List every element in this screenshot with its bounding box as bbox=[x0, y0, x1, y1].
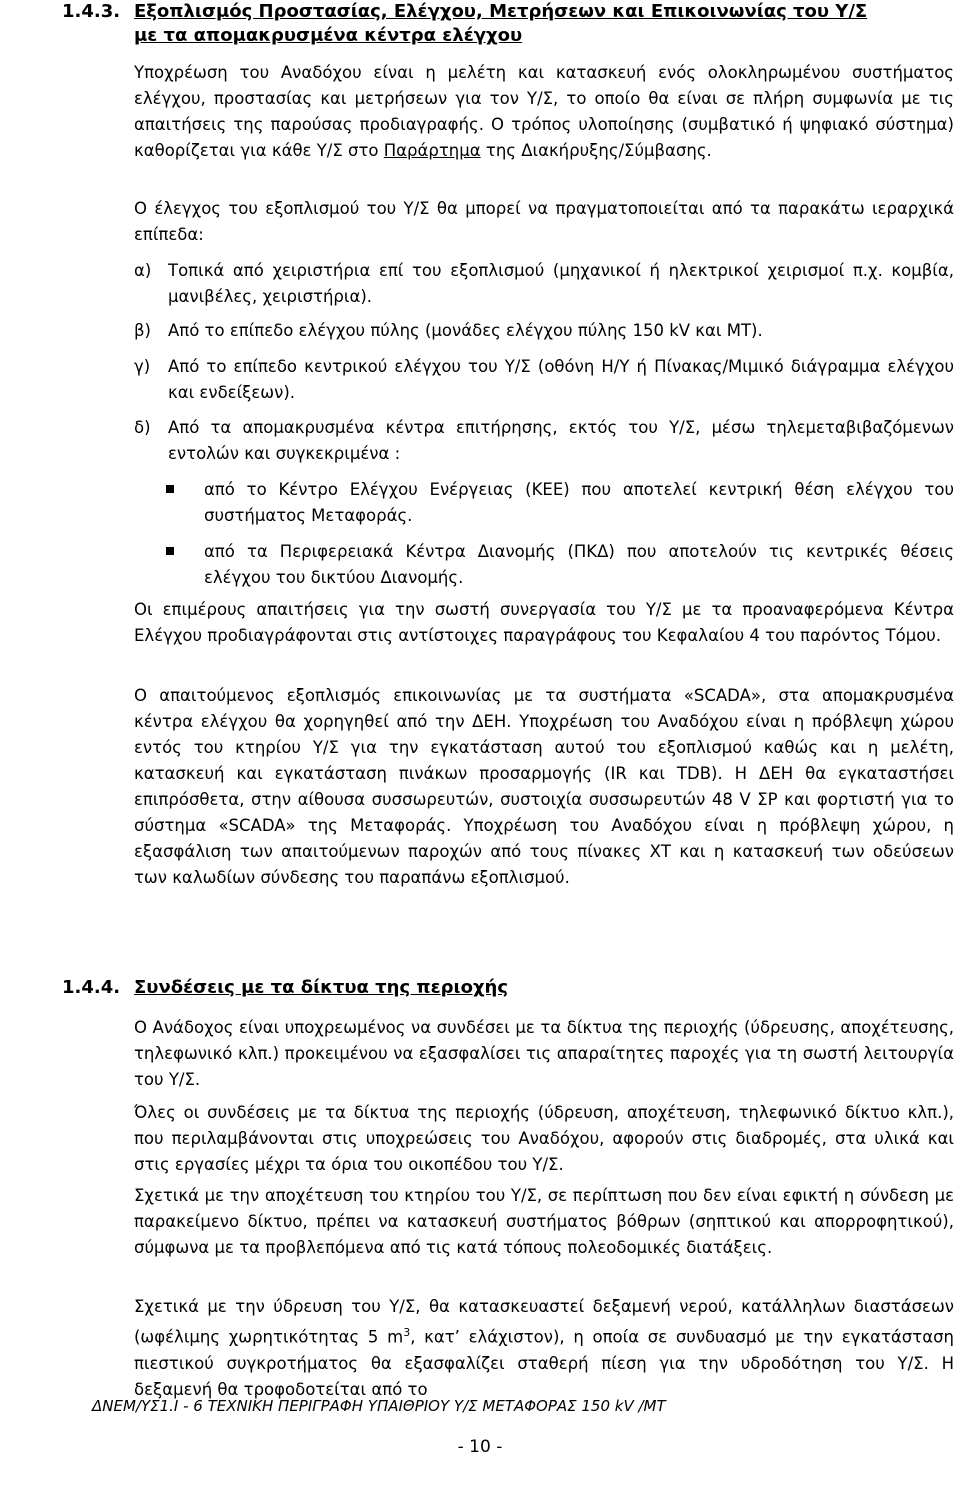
section-heading-1-4-3 bbox=[62, 0, 952, 48]
paragraph-intro: Υποχρέωση του Αναδόχου είναι η μελέτη και κατασκευή ενός ολοκληρωμένου συστήματος ελέγχου, προστασίας και μετρήσεων για τον Υ/Σ, το οποίο θα είναι σε πλήρη συμφωνία με τις απαιτήσεις της παρούσας προδιαγραφής. Ο τρόπος υλοποίησης (συμβατικό ή ψηφιακό σύστημα) καθορίζεται για κάθε Υ/Σ στο Παράρτημα της Διακήρυξης/Σύμβασης. bbox=[134, 63, 954, 160]
bullet-item: από τα Περιφερειακά Κέντρα Διανομής (ΠΚΔ) που αποτελούν τις κεντρικές θέσεις ελέγχου του δικτύου Διανομής. bbox=[162, 539, 954, 591]
bullet-item: από το Κέντρο Ελέγχου Ενέργειας (ΚΕΕ) που αποτελεί κεντρική θέση ελέγχου του συστήματος Μεταφοράς. bbox=[162, 477, 954, 529]
square-bullet-icon bbox=[166, 485, 174, 493]
paragraph-control-centres: Οι επιμέρους απαιτήσεις για την σωστή συνεργασία του Υ/Σ με τα προαναφερόμενα Κέντρα Ελέγχου προδιαγράφονται στις αντίστοιχες παραγράφους του Κεφαλαίου 4 του παρόντος Τόμου. bbox=[134, 600, 954, 645]
section-title: Συνδέσεις με τα δίκτυα της περιοχής bbox=[134, 977, 509, 998]
section-number: 1.4.3. bbox=[62, 1, 121, 22]
paragraph-control-levels: Ο έλεγχος του εξοπλισμού του Υ/Σ θα μπορεί να πραγματοποιείται από τα παρακάτω ιεραρχικά επίπεδα: bbox=[134, 199, 954, 244]
list-item: γ) Από το επίπεδο κεντρικού ελέγχου του Υ/Σ (οθόνη Η/Υ ή Πίνακας/Μιμικό διάγραμμα ελέγχου και ενδείξεων). bbox=[134, 357, 954, 402]
list-item: δ) Από τα απομακρυσμένα κέντρα επιτήρησης, εκτός του Υ/Σ, μέσω τηλεμεταβιβαζόμενων εντολών και συγκεκριμένα : bbox=[134, 418, 954, 463]
section-heading-1-4-4 bbox=[62, 976, 508, 1000]
paragraph-networks: Ο Ανάδοχος είναι υποχρεωμένος να συνδέσει με τα δίκτυα της περιοχής (ύδρευσης, αποχέτευσης, τηλεφωνικό κλπ.) προκειμένου να εξασφαλίσει τις απαραίτητες παροχές για τη σωστή λειτουργία του Υ/Σ. bbox=[134, 1018, 954, 1089]
list-item: β) Από το επίπεδο ελέγχου πύλης (μονάδες ελέγχου πύλης 150 kV και ΜΤ). bbox=[134, 321, 763, 340]
paragraph-connections: Όλες οι συνδέσεις με τα δίκτυα της περιοχής (ύδρευση, αποχέτευση, τηλεφωνικό δίκτυο κλπ.), που περιλαμβάνονται στις υποχρεώσεις του Αναδόχου, αφορούν στις διαδρομές, στα υλικά και στις εργασίες μέχρι τα όρια του οικοπέδου του Υ/Σ. bbox=[134, 1103, 954, 1174]
annex-link[interactable]: Παράρτημα bbox=[383, 141, 481, 160]
paragraph-scada: Ο απαιτούμενος εξοπλισμός επικοινωνίας με τα συστήματα «SCADA», στα απομακρυσμένα κέντρα ελέγχου θα χορηγηθεί από την ΔΕΗ. Υποχρέωση του Αναδόχου είναι η πρόβλεψη χώρου εντός του κτηρίου Υ/Σ για την εγκατάσταση αυτού του εξοπλισμού καθώς και η μελέτη, κατασκευή και εγκατάσταση πινάκων προσαρμογής (IR και TDB). Η ΔΕΗ θα εγκαταστήσει επιπρόσθετα, στην αίθουσα συσσωρευτών, συστοιχία συσσωρευτών 48 V ΣΡ και φορτιστή για το σύστημα «SCADA» της Μεταφοράς. Υποχρέωση του Αναδόχου είναι η πρόβλεψη χώρου, η εξασφάλιση των απαιτούμενων παροχών από τους πίνακες ΧΤ και η κατασκευή των οδεύσεων των καλωδίων σύνδεσης του παραπάνω εξοπλισμού. bbox=[134, 686, 954, 887]
square-bullet-icon bbox=[166, 547, 174, 555]
section-title-line-2: με τα απομακρυσμένα κέντρα ελέγχου bbox=[134, 25, 523, 46]
footer-doc-reference: ΔΝΕΜ/ΥΣ1.Ι - 6 ΤΕΧΝΙΚΗ ΠΕΡΙΓΡΑΦΗ ΥΠΑΙΘΡΙΟΥ Υ/Σ ΜΕΤΑΦΟΡΑΣ 150 kV /ΜΤ bbox=[92, 1397, 666, 1415]
section-title-line-1: Εξοπλισμός Προστασίας, Ελέγχου, Μετρήσεων και Επικοινωνίας του Υ/Σ bbox=[134, 1, 868, 22]
paragraph-water-supply: Σχετικά με την ύδρευση του Υ/Σ, θα κατασκευαστεί δεξαμενή νερού, κατάλληλων διαστάσεων (ωφέλιμης χωρητικότητας 5 $m^3$, κατ’ ελάχιστον), η οποία σε συνδυασμό με την εγκατάσταση πιεστικού συγκροτήματος θα εξασφαλίζει σταθερή πίεση για την υδροδότηση του Υ/Σ. Η δεξαμενή θα τροφοδοτείται από το bbox=[134, 1297, 954, 1399]
paragraph-sewage: Σχετικά με την αποχέτευση του κτηρίου του Υ/Σ, σε περίπτωση που δεν είναι εφικτή η σύνδεση με παρακείμενο δίκτυο, πρέπει να κατασκευή συστήματος βόθρων (σηπτικού και απορροφητικού), σύμφωνα με τα προβλεπόμενα από τις κατά τόπους πολεοδομικές διατάξεις. bbox=[134, 1186, 954, 1257]
list-item: α) Τοπικά από χειριστήρια επί του εξοπλισμού (μηχανικοί ή ηλεκτρικοί χειρισμοί π.χ. κομβία, μανιβέλες, χειριστήρια). bbox=[134, 261, 954, 306]
page-number: - 10 - bbox=[457, 1437, 503, 1457]
section-number: 1.4.4. bbox=[62, 977, 121, 998]
